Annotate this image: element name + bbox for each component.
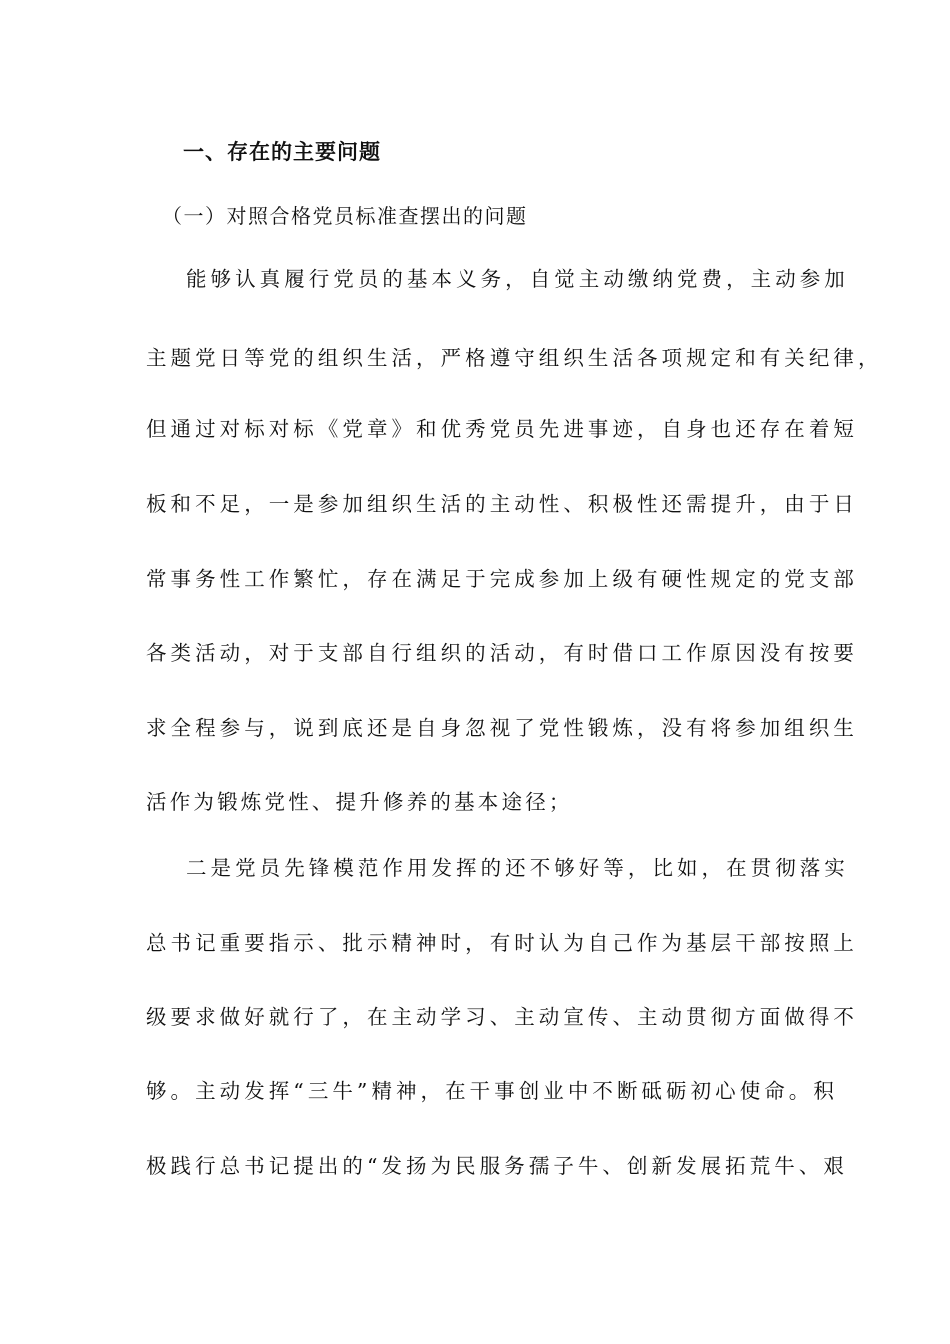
paragraph-line: 但通过对标对标《党章》和优秀党员先进事迹，自身也还存在着短: [146, 417, 858, 441]
subsection-heading: （一）对照合格党员标准查摆出的问题: [162, 204, 528, 228]
paragraph-line: 求全程参与，说到底还是自身忽视了党性锻炼，没有将参加组织生: [146, 716, 858, 740]
paragraph-line: 二是党员先锋模范作用发挥的还不够好等，比如，在贯彻落实: [186, 856, 849, 880]
paragraph-line: 各类活动，对于支部自行组织的活动，有时借口工作原因没有按要: [146, 641, 858, 665]
paragraph-line: 能够认真履行党员的基本义务，自觉主动缴纳党费，主动参加: [186, 267, 849, 291]
paragraph-line: 总书记重要指示、批示精神时，有时认为自己作为基层干部按照上: [146, 931, 858, 955]
paragraph-line: 常事务性工作繁忙，存在满足于完成参加上级有硬性规定的党支部: [146, 567, 858, 591]
section-heading: 一、存在的主要问题: [183, 140, 381, 164]
paragraph-line: 极践行总书记提出的“发扬为民服务孺子牛、创新发展拓荒牛、艰: [146, 1154, 848, 1178]
paragraph-line: 级要求做好就行了，在主动学习、主动宣传、主动贯彻方面做得不: [146, 1005, 858, 1029]
paragraph-line: 主题党日等党的组织生活，严格遵守组织生活各项规定和有关纪律，: [146, 346, 883, 370]
paragraph-line: 活作为锻炼党性、提升修养的基本途径；: [146, 790, 573, 814]
paragraph-line: 够。主动发挥“三牛”精神，在干事创业中不断砥砺初心使命。积: [146, 1079, 838, 1103]
paragraph-line: 板和不足，一是参加组织生活的主动性、积极性还需提升，由于日: [146, 492, 858, 516]
